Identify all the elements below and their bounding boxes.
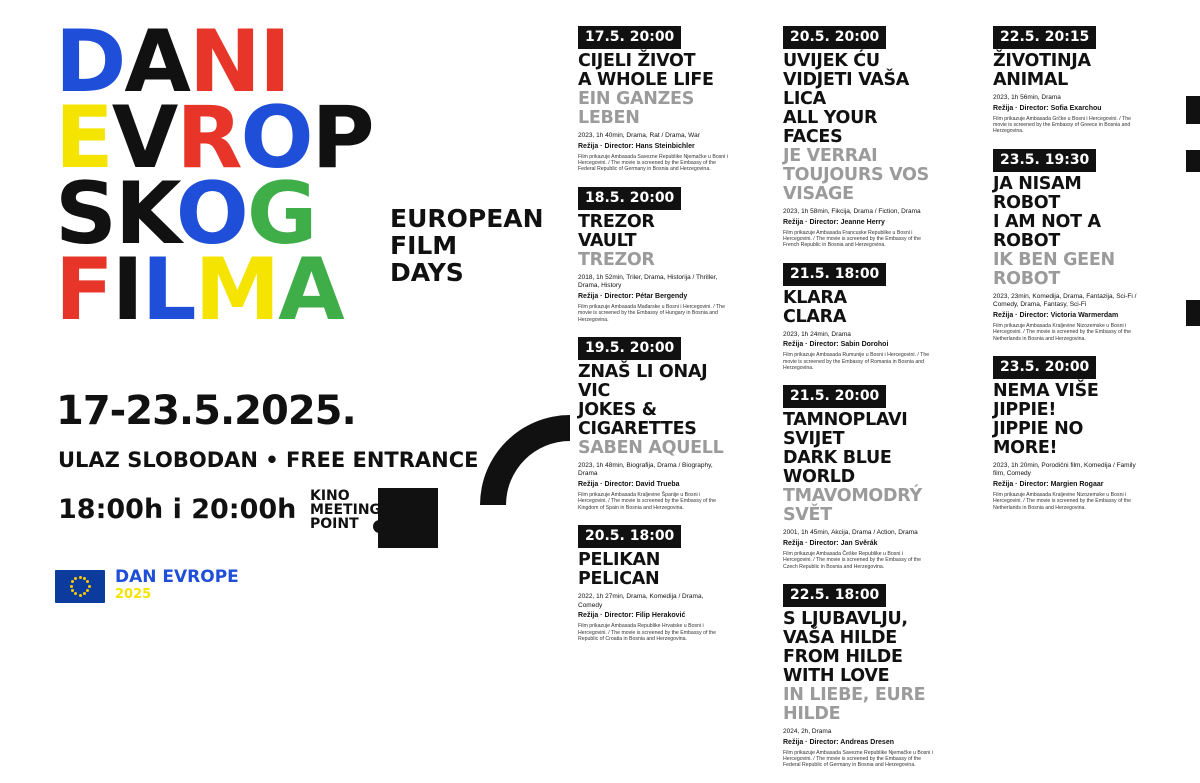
eu-star: [88, 585, 91, 588]
film-meta: 2023, 1h 24min, Drama: [783, 330, 851, 338]
eu-star: [71, 589, 74, 592]
eu-star: [70, 585, 73, 588]
film-meta: 2023, 1h 58min, Fikcija, Drama / Fiction, Drama: [783, 208, 921, 215]
film-title-local: ZNAŠ LI ONAJ VIC: [578, 361, 708, 401]
film-meta: 2001, 1h 45min, Akcija, Drama / Action, Drama: [783, 529, 918, 537]
film-title-local: TAMNOPLAVI SVIJET: [783, 410, 908, 450]
venue-line-2: MEETING: [310, 502, 382, 518]
film-presenter-note: Film prikazuje Ambasada Republike Hrvatske u Bosni i Hercegovini. / The movie is screened by the Embassy of the Republic of Croatia in Bosnia and Herzegovina.: [578, 623, 717, 642]
logo-line-4-text: FILMA: [55, 240, 343, 340]
film-meta: 2023, 1h 40min, Drama, Rat / Drama, War: [578, 132, 700, 139]
film-director: Režija · Director: Jan Svěrák: [783, 539, 878, 547]
film-meta: 2023, 1h 48min, Biografija, Drama / Biography, Drama: [578, 461, 713, 478]
film-title-local: S LJUBAVLJU, VAŠA HILDE: [783, 609, 908, 649]
decorative-arc: [480, 415, 570, 505]
film-presenter-note: Film prikazuje Ambasada Grčke u Bosni i Hercegovini. / The movie is screened by the Embassy of Greece in Bosnia and Herzegovina.: [993, 115, 1132, 135]
film-title-local: TREZOR: [578, 211, 655, 232]
film-title-english: ALL YOUR FACES: [783, 108, 878, 147]
film-title-original: SABEN AQUELL: [578, 437, 724, 458]
eu-star: [86, 580, 89, 583]
film-title-local: CIJELI ŽIVOT: [578, 51, 696, 71]
film-title-original: JE VERRAI TOUJOURS VOS VISAGE: [783, 146, 929, 204]
film-presenter-note: Film prikazuje Ambasada Mađarske u Bosni i Hercegovini. / The movie is screened by the Embassy of Hungary in Bosnia and Herzegovina.: [578, 303, 725, 323]
film-entry: [783, 263, 933, 372]
film-entry: [578, 337, 728, 511]
film-presenter-note: Film prikazuje Ambasada Kraljevine Nizozemske u Bosni i Hercegovini. / The movie is screened by the Embassy of the Netherlands in Bosnia and Herzegovina.: [993, 491, 1132, 511]
film-datetime-badge: 19.5. 20:00: [578, 337, 681, 360]
film-entry: [578, 26, 728, 173]
film-datetime-badge: 21.5. 18:00: [783, 263, 886, 286]
film-presenter-note: Film prikazuje Ambasada Kraljevine Španije u Bosni i Hercegovini. / The movie is screened by the Embassy of the Kingdom of Spain in Bosnia and Herzegovina.: [578, 491, 717, 511]
film-presenter-note: Film prikazuje Ambasada Savezne Republike Njemačke u Bosni i Hercegovini. / The movie is screened by the Embassy of the Federal Republic of Germany in Bosnia and Herzegovina.: [783, 749, 933, 769]
film-presenter-note: Film prikazuje Ambasada Kraljevine Nizozemske u Bosni i Hercegovini. / The movie is screened by the Embassy of the Netherlands in Bosnia and Herzegovina.: [993, 322, 1132, 342]
film-presenter-note: Film prikazuje Ambasada Češke Republike u Bosni i Hercegovini. / The movie is screened by the Embassy of the Czech Republic in Bosnia and Herzegovina.: [783, 550, 922, 570]
free-entrance-note: ULAZ SLOBODAN • FREE ENTRANCE: [58, 448, 479, 472]
film-title-original: TREZOR: [578, 249, 655, 270]
film-presenter-note: Film prikazuje Ambasada Savezne Republike Njemačke u Bosni i Hercegovini. / The movie is screened by the Embassy of the Federal Republic of Germany in Bosnia and Herzegovina.: [578, 153, 728, 173]
edge-mark-3: [1186, 300, 1200, 326]
film-entry: [993, 26, 1143, 135]
film-title-english: DARK BLUE WORLD: [783, 448, 892, 488]
eu-star: [79, 594, 82, 597]
film-director: Režija · Director: Andreas Dresen: [783, 738, 894, 746]
eu-flag-icon: [55, 570, 105, 603]
film-title-local: UVIJEK ĆU VIDJETI VAŠA LICA: [783, 51, 910, 109]
film-title-english: CLARA: [783, 306, 847, 327]
film-presenter-note: Film prikazuje Ambasada Francuske Republike u Bosni i Hercegovini. / The movie is screened by the Embassy of the French Republic in Bosnia and Herzegovina.: [783, 229, 922, 249]
film-title-local: KLARA: [783, 287, 847, 308]
film-title-english: A WHOLE LIFE: [578, 70, 714, 90]
film-entry: [578, 187, 728, 323]
film-title-local: ŽIVOTINJA: [993, 51, 1091, 71]
film-entry: [783, 584, 933, 769]
film-meta: 2023, 1h 56min, Drama: [993, 94, 1061, 101]
film-entry: [783, 385, 933, 570]
venue-line-1: KINO: [310, 488, 350, 504]
english-subtitle: [390, 205, 544, 286]
programme-column-1: [578, 26, 728, 656]
film-title-local: JA NISAM ROBOT: [993, 173, 1082, 213]
film-entry: [993, 356, 1143, 511]
film-director: Režija · Director: Hans Steinbichler: [578, 142, 695, 150]
film-datetime-badge: 20.5. 20:00: [783, 26, 886, 49]
film-meta: 2023, 23min, Komedija, Drama, Fantazija, Sci-Fi / Comedy, Drama, Fantasy, Sci-Fi: [993, 292, 1137, 309]
film-meta: 2024, 2h, Drama: [783, 728, 832, 736]
venue-logo-text: [310, 489, 381, 531]
programme-column-2: [783, 26, 933, 783]
film-title-local: PELIKAN: [578, 550, 661, 571]
film-director: Režija · Director: Sabin Dorohoi: [783, 341, 889, 349]
film-datetime-badge: 21.5. 20:00: [783, 385, 886, 408]
subtitle-line-3: DAYS: [390, 258, 464, 287]
film-title-english: VAULT: [578, 230, 637, 251]
logo-line-2-text: EVROP: [55, 88, 373, 188]
eu-day-block: [55, 568, 239, 604]
subtitle-line-2: FILM: [390, 231, 458, 260]
eu-day-year: 2025: [115, 587, 152, 602]
film-title-english: I AM NOT A ROBOT: [993, 211, 1101, 251]
venue-logo: [310, 487, 450, 551]
film-entry: [578, 525, 728, 642]
film-datetime-badge: 22.5. 20:15: [993, 26, 1096, 49]
venue-logo-dot: [373, 520, 386, 533]
screening-times: 18:00h i 20:00h: [58, 494, 297, 525]
eu-day-label: [115, 568, 239, 604]
film-director: Režija · Director: Jeanne Herry: [783, 218, 885, 226]
film-director: Režija · Director: Pétar Bergendy: [578, 292, 688, 300]
film-datetime-badge: 18.5. 20:00: [578, 187, 681, 210]
film-title-local: NEMA VIŠE JIPPIE!: [993, 380, 1099, 420]
eu-day-title: DAN EVROPE: [115, 567, 239, 587]
film-presenter-note: Film prikazuje Ambasada Rumunije u Bosni i Hercegovini. / The movie is screened by the Embassy of Romania in Bosnia and Herzegovina.: [783, 352, 930, 372]
film-datetime-badge: 23.5. 20:00: [993, 356, 1096, 379]
film-entry: [783, 26, 933, 249]
festival-dates: 17-23.5.2025.: [56, 388, 356, 434]
edge-mark-2: [1186, 150, 1200, 172]
film-datetime-badge: 20.5. 18:00: [578, 525, 681, 548]
film-meta: 2022, 1h 27min, Drama, Komedija / Drama, Comedy: [578, 593, 704, 609]
venue-line-3: POINT: [310, 516, 359, 532]
film-title-original: IK BEN GEEN ROBOT: [993, 249, 1115, 289]
film-title-original: IN LIEBE, EURE HILDE: [783, 685, 926, 725]
film-title-english: JOKES & CIGARETTES: [578, 399, 697, 439]
eu-star: [86, 589, 89, 592]
film-director: Režija · Director: David Trueba: [578, 480, 680, 488]
programme-column-3: [993, 26, 1143, 525]
eu-star: [71, 580, 74, 583]
eu-star: [79, 576, 82, 579]
film-datetime-badge: 22.5. 18:00: [783, 584, 886, 607]
logo-line-3-text: SKOG: [55, 164, 316, 264]
film-director: Režija · Director: Victoria Warmerdam: [993, 311, 1119, 319]
programme-columns: [578, 26, 1190, 769]
poster-left-panel: [0, 0, 560, 600]
film-entry: [993, 149, 1143, 342]
film-datetime-badge: 17.5. 20:00: [578, 26, 681, 49]
subtitle-line-1: EUROPEAN: [390, 204, 544, 233]
eu-star: [83, 592, 86, 595]
film-title-english: JIPPIE NO MORE!: [993, 418, 1084, 458]
film-meta: 2018, 1h 52min, Triler, Drama, Historija / Thriller, Drama, History: [578, 273, 718, 290]
film-director: Režija · Director: Margien Rogaar: [993, 480, 1104, 488]
film-title-original: EIN GANZES LEBEN: [578, 89, 695, 128]
film-director: Režija · Director: Sofia Exarchou: [993, 104, 1102, 112]
venue-logo-square: [378, 488, 438, 548]
edge-mark-1: [1186, 96, 1200, 124]
eu-star: [74, 592, 77, 595]
film-title-english: FROM HILDE WITH LOVE: [783, 647, 903, 687]
eu-star: [74, 577, 77, 580]
logo-line-1-text: DANI: [55, 12, 289, 112]
eu-star: [83, 577, 86, 580]
film-title-original: TMAVOMODRÝ SVĚT: [783, 486, 922, 526]
film-meta: 2023, 1h 20min, Porodični film, Komedija / Family film, Comedy: [993, 461, 1136, 478]
film-datetime-badge: 23.5. 19:30: [993, 149, 1096, 172]
film-title-english: PELICAN: [578, 569, 660, 590]
film-title-english: ANIMAL: [993, 70, 1069, 90]
film-director: Režija · Director: Filip Heraković: [578, 612, 686, 620]
